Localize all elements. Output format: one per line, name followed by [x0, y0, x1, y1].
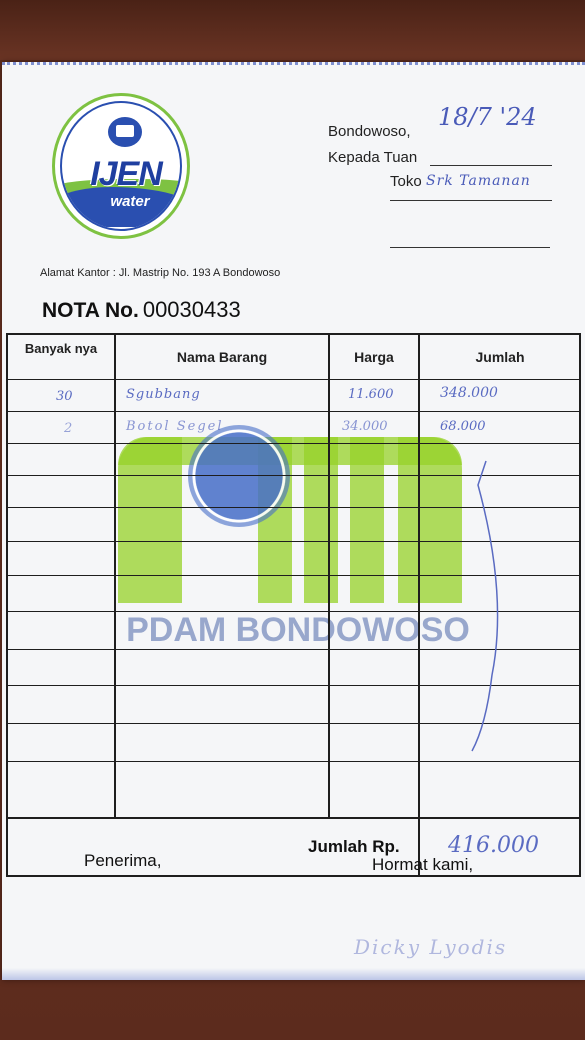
col-header-item: Nama Barang: [176, 349, 268, 365]
total-value: 416.000: [448, 833, 539, 858]
shop-underline: [390, 200, 552, 201]
receiver-label: Penerima,: [84, 851, 162, 870]
row1-qty: 30: [56, 389, 73, 404]
items-table: [6, 333, 581, 819]
nota-title: [42, 297, 241, 323]
city-label: Bondowoso,: [328, 123, 411, 140]
table-surface: [0, 0, 585, 60]
row2-amount: 68.000: [440, 419, 486, 434]
logo-emblem-icon: [108, 117, 142, 147]
sender-label: Hormat kami,: [372, 855, 474, 874]
total-label: Jumlah Rp.: [308, 837, 400, 856]
date-handwritten: 18/7 '24: [438, 103, 537, 131]
blank-underline: [390, 247, 550, 248]
row2-qty: 2: [64, 421, 73, 436]
row2-item: Botol Segel: [126, 419, 224, 434]
row1-item: Sgubbang: [126, 387, 201, 402]
logo-sub-text: water: [110, 193, 150, 210]
company-logo: [52, 93, 190, 239]
to-label: Kepada Tuan: [328, 149, 418, 166]
row2-price: 34.000: [342, 419, 388, 434]
row1-amount: 348.000: [440, 385, 498, 401]
company-address: Alamat Kantor : Jl. Mastrip No. 193 A Bondowoso: [40, 267, 281, 279]
receipt-paper: [2, 62, 585, 980]
watermark-text: PDAM BONDOWOSO: [126, 611, 470, 649]
pen-strike-mark: [448, 455, 508, 755]
to-underline: [430, 165, 552, 166]
shop-label: Toko: [390, 173, 422, 190]
col-header-qty: Banyak nya: [24, 341, 98, 356]
nota-label: NOTA No.: [42, 299, 139, 322]
nota-number: 00030433: [142, 297, 241, 322]
col-header-price: Harga: [354, 349, 394, 365]
row1-price: 11.600: [348, 387, 394, 402]
col-header-amount: Jumlah: [475, 349, 525, 365]
shop-handwritten: Srk Tamanan: [426, 173, 531, 189]
logo-brand-text: IJEN: [90, 155, 162, 193]
signature: Dicky Lyodis: [354, 935, 508, 959]
